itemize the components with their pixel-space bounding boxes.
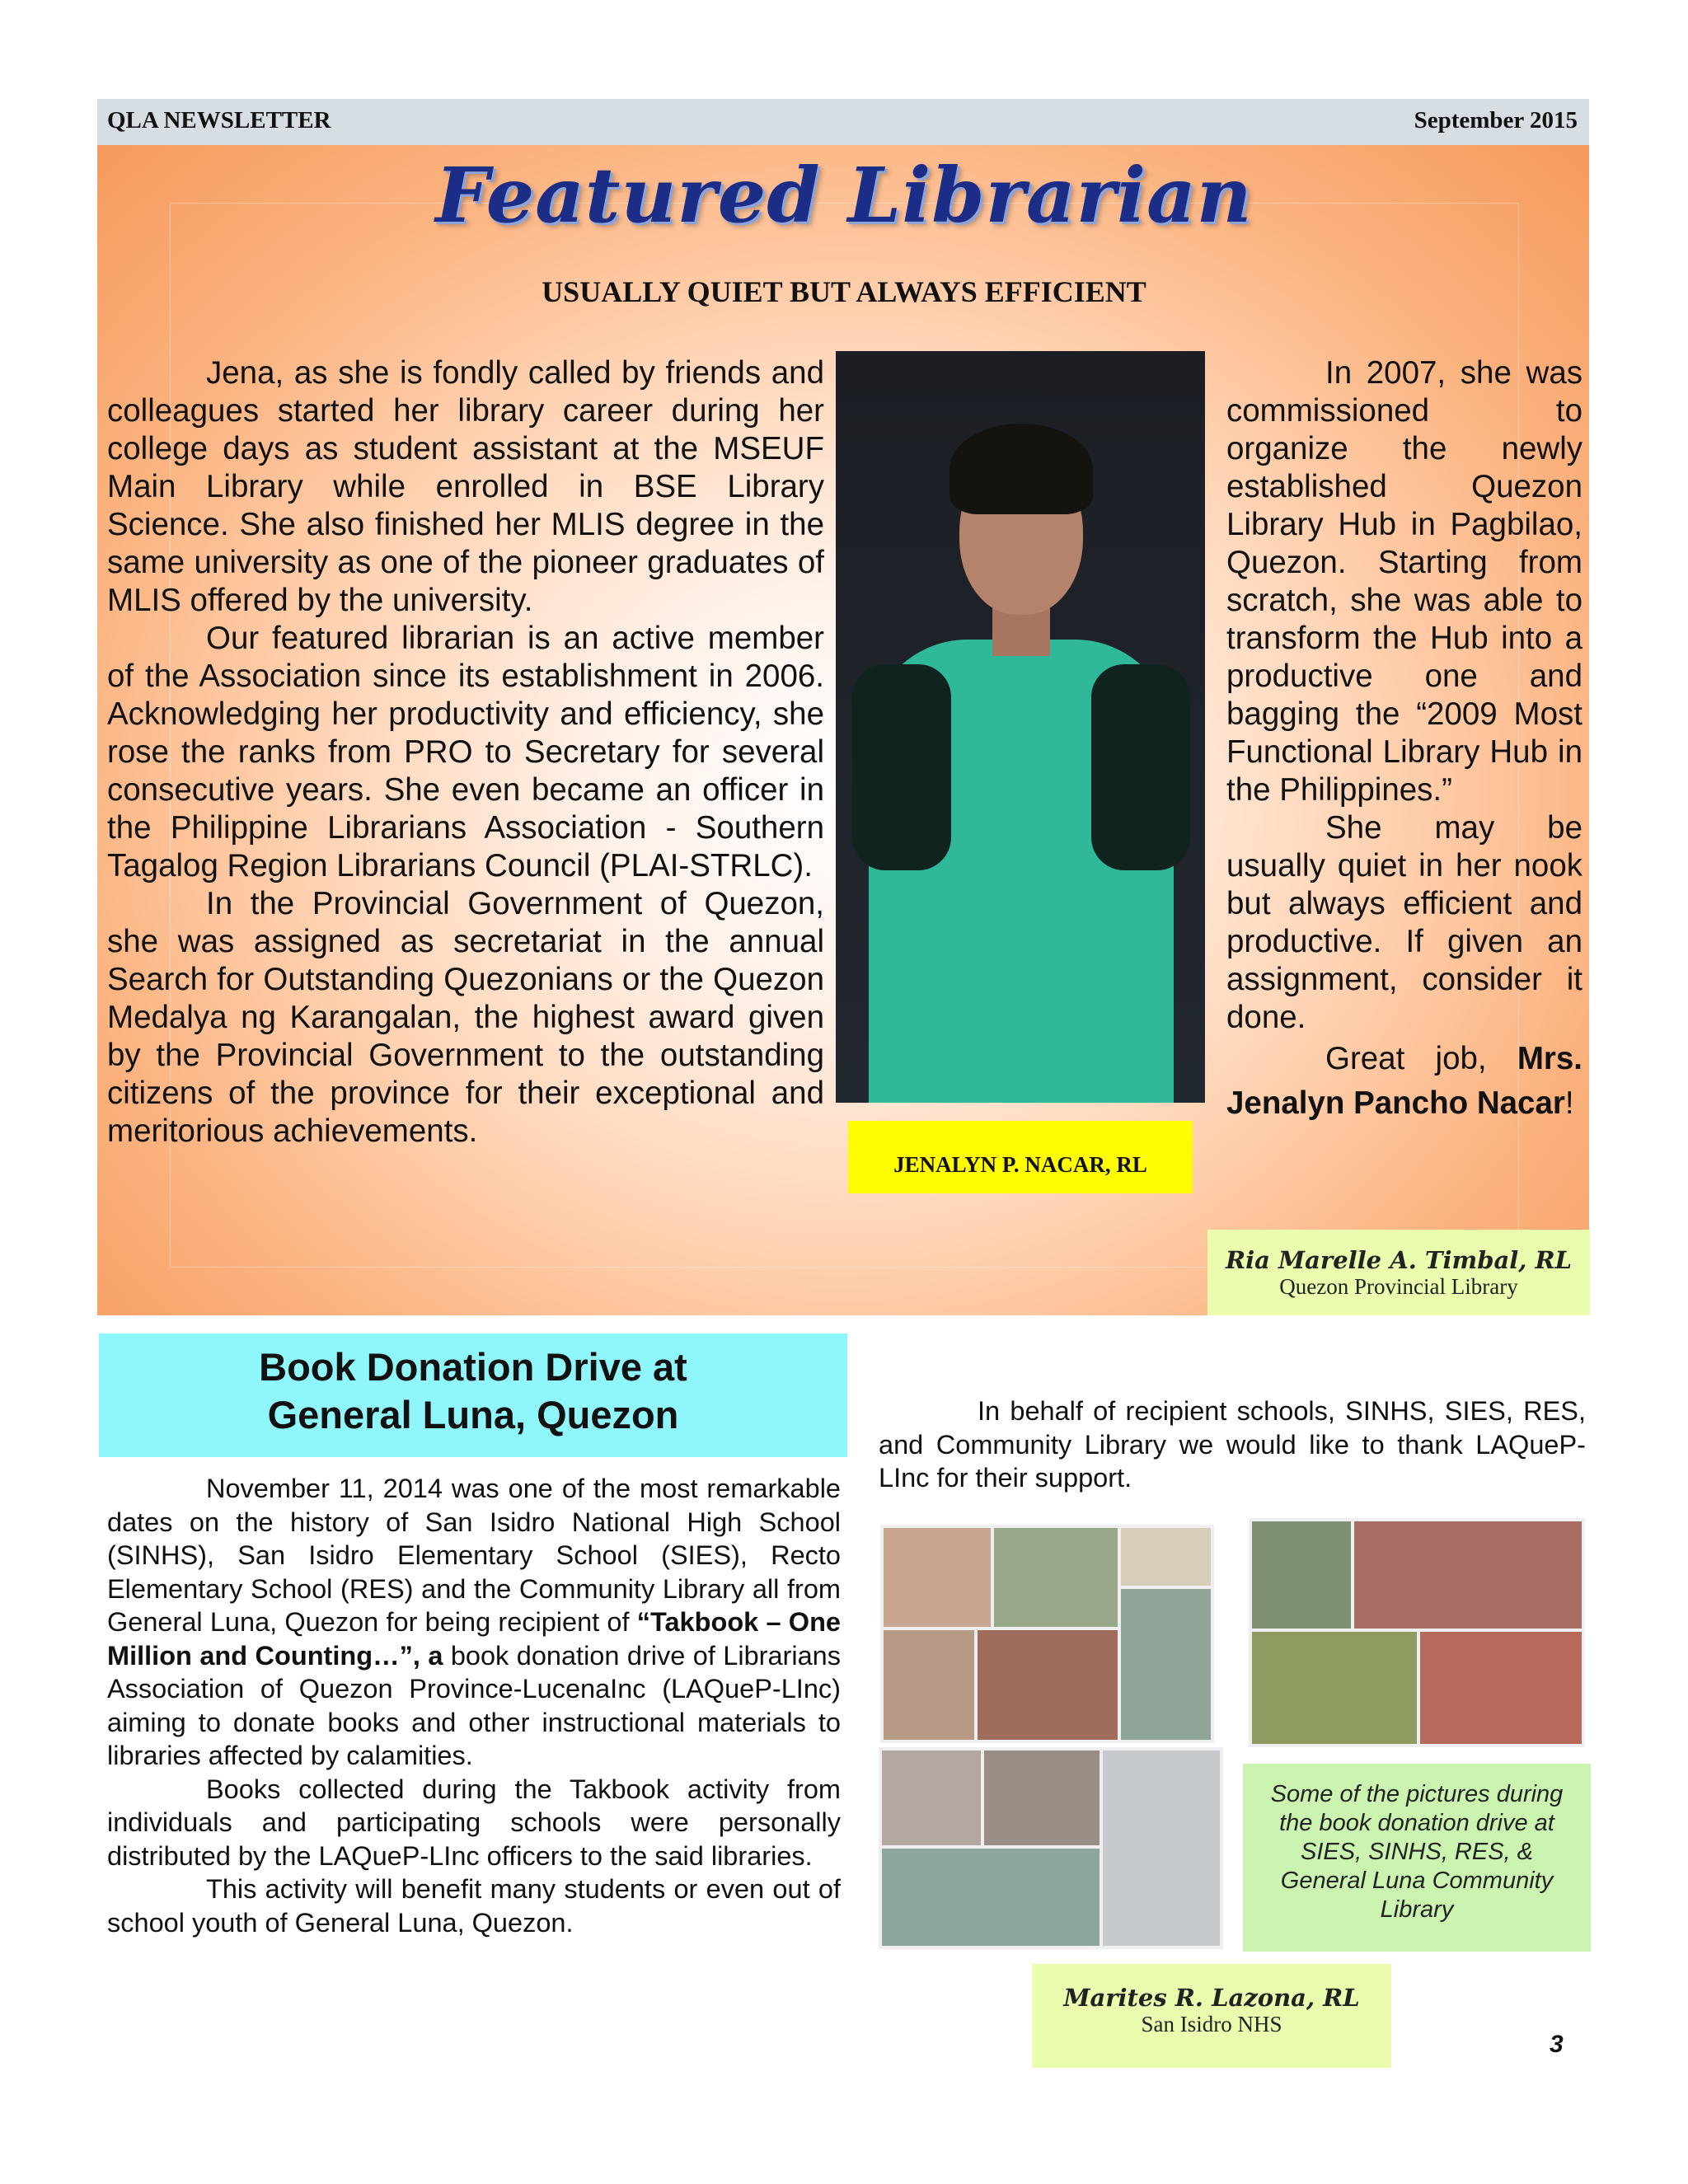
donation-photo-collage [880, 1525, 1214, 1743]
donation-right-column [879, 1394, 1586, 1495]
featured-paragraph: Our featured librarian is an active member of the Association since its establishment in 2006. Acknowledging her productivity and efficiency, she rose the ranks from PRO to Secretary for several consecutive years. She even became an officer in the Philippine Librarians Association - Southern Tagalog Region Librarians Council (PLAI-STRLC). [107, 621, 824, 883]
donation-title-line: Book Donation Drive at [259, 1345, 687, 1389]
collage-photo [882, 1849, 1100, 1946]
featured-right-column [1226, 354, 1582, 1126]
featured-left-column [107, 354, 824, 1151]
collage-photo [1121, 1528, 1211, 1586]
donation-photo-collage [1249, 1518, 1585, 1747]
photo-sleeve [852, 664, 951, 870]
collage-caption: Some of the pictures during the book donation drive at SIES, SINHS, RES, & General Luna Community Library [1270, 1781, 1564, 1923]
collage-photo [994, 1528, 1118, 1627]
donation-paragraph: This activity will benefit many students or even out of school youth of General Luna, Quezon. [107, 1874, 841, 1938]
author-name: Ria Marelle A. Timbal, RL [1226, 1246, 1572, 1274]
featured-title: Featured Librarian [435, 151, 1253, 240]
collage-photo [884, 1630, 974, 1740]
photo-caption-box [848, 1121, 1193, 1193]
collage-photo [1252, 1521, 1351, 1629]
donation-paragraph: Books collected during the Takbook activity from individuals and participating schools were personally distributed by the LAQueP-LInc officers to the said libraries. [107, 1774, 841, 1871]
librarian-name: Mrs. Jenalyn Pancho Nacar [1226, 1041, 1582, 1121]
donation-photo-collage [879, 1747, 1223, 1949]
collage-photo [1420, 1632, 1582, 1744]
page-number: 3 [1550, 2031, 1564, 2058]
donation-author-box [1032, 1964, 1391, 2068]
collage-photo [1103, 1750, 1220, 1946]
author-org: Quezon Provincial Library [1279, 1274, 1518, 1299]
featured-author-box [1207, 1230, 1590, 1315]
issue-date: September 2015 [1414, 107, 1578, 134]
campaign-name: “Takbook – One Million and Counting…”, a [107, 1607, 841, 1671]
collage-photo [978, 1630, 1118, 1740]
collage-photo [1354, 1521, 1582, 1629]
collage-photo [884, 1528, 991, 1627]
photo-collage-caption-box [1243, 1764, 1591, 1952]
featured-subtitle: USUALLY QUIET BUT ALWAYS EFFICIENT [542, 275, 1146, 308]
featured-paragraph: She may be usually quiet in her nook but always efficient and productive. If given an assignment, consider it done. [1226, 810, 1582, 1035]
photo-sleeve [1091, 664, 1190, 870]
featured-paragraph: In the Provincial Government of Quezon, she was assigned as secretariat in the annual Search for Outstanding Quezonians or the Quezon Medalya ng Karangalan, the highest award given by the Provincial Government to the outstanding citizens of the province for their exceptional and meritorious achievements. [107, 886, 824, 1149]
collage-photo [1121, 1589, 1211, 1740]
featured-paragraph: Jena, as she is fondly called by friends and colleagues started her library career during her college days as student assistant at the MSEUF Main Library while enrolled in BSE Library Science. She also finished her MLIS degree in the same university as one of the pioneer graduates of MLIS offered by the university. [107, 355, 824, 618]
author-org: San Isidro NHS [1141, 2012, 1282, 2036]
photo-hair [950, 424, 1093, 514]
newsletter-name: QLA NEWSLETTER [107, 107, 331, 134]
donation-title-box [99, 1333, 847, 1457]
collage-photo [882, 1750, 981, 1845]
closing-line: Great job, Mrs. Jenalyn Pancho Nacar! [1226, 1041, 1582, 1121]
donation-title-line: General Luna, Quezon [267, 1393, 679, 1436]
author-name: Marites R. Lazona, RL [1063, 1984, 1360, 2012]
donation-left-column [107, 1472, 841, 1939]
donation-paragraph: November 11, 2014 was one of the most remarkable dates on the history of San Isidro National High School (SINHS), San Isidro Elementary School (SIES), Recto Elementary School (RES) and the Community Library all from General Luna, Quezon for being recipient of “Takbook – One Million and Counting…”, a book donation drive of Librarians Association of Quezon Province-LucenaInc (LAQueP-LInc) aiming to donate books and other instructional materials to libraries affected by calamities. [107, 1474, 841, 1770]
newsletter-header [97, 99, 1589, 145]
librarian-photo [836, 351, 1205, 1103]
featured-paragraph: In 2007, she was commissioned to organize the newly established Quezon Library Hub in Pagbilao, Quezon. Starting from scratch, she was able to transform the Hub into a productive one and bagging the “2009 Most Functional Library Hub in the Philippines.” [1226, 355, 1582, 808]
collage-photo [1252, 1632, 1417, 1744]
donation-thanks: In behalf of recipient schools, SINHS, SIES, RES, and Community Library we would like to thank LAQueP-LInc for their support. [879, 1396, 1586, 1493]
photo-caption: JENALYN P. NACAR, RL [893, 1152, 1147, 1177]
collage-photo [984, 1750, 1100, 1845]
